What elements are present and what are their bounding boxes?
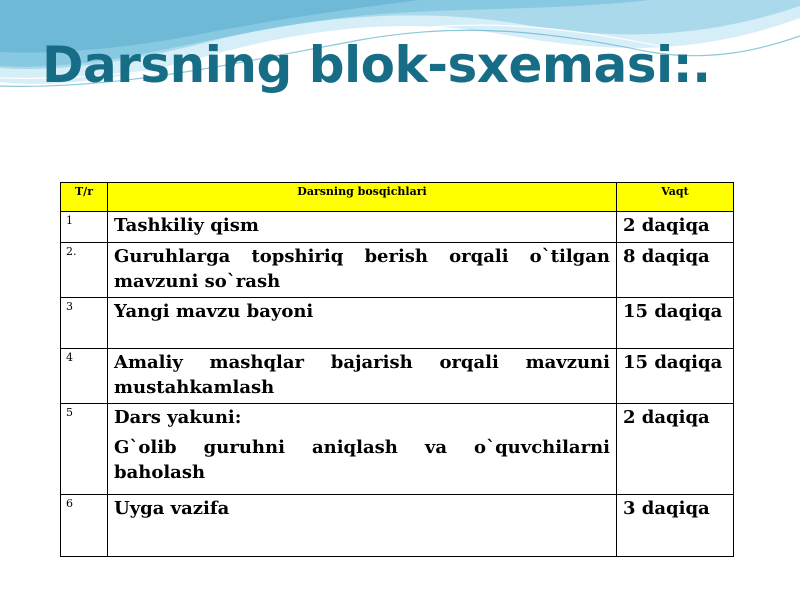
row-stage: Tashkiliy qism — [108, 212, 617, 243]
row-stage: Uyga vazifa — [108, 495, 617, 557]
row-stage: Amaliy mashqlar bajarish orqali mavzuni mustahkamlash — [108, 349, 617, 404]
row-time: 8 daqiqa — [617, 243, 734, 298]
row-number: 4 — [61, 349, 108, 404]
lesson-block-table — [60, 182, 734, 557]
row-time: 15 daqiqa — [617, 349, 734, 404]
row-number: 6 — [61, 495, 108, 557]
table-row — [61, 243, 734, 298]
slide-title: Darsning blok-sxemasi:. — [42, 36, 711, 94]
row-number: 2. — [61, 243, 108, 298]
header-time: Vaqt — [617, 183, 734, 212]
row-stage-detail: G`olib guruhni aniqlash va o`quvchilarni baholash — [114, 437, 610, 483]
row-number: 5 — [61, 404, 108, 495]
row-time: 15 daqiqa — [617, 298, 734, 349]
table-row — [61, 298, 734, 349]
header-number: T/r — [61, 183, 108, 212]
table-row — [61, 349, 734, 404]
row-stage: Dars yakuni: — [114, 407, 242, 428]
row-number: 1 — [61, 212, 108, 243]
row-number: 3 — [61, 298, 108, 349]
row-time: 2 daqiqa — [617, 212, 734, 243]
row-time: 2 daqiqa — [617, 404, 734, 495]
table-row — [61, 404, 734, 495]
table-header-row — [61, 183, 734, 212]
header-stage: Darsning bosqichlari — [108, 183, 617, 212]
row-stage: Yangi mavzu bayoni — [108, 298, 617, 349]
row-stage-group — [108, 404, 617, 495]
row-stage: Guruhlarga topshiriq berish orqali o`tilgan mavzuni so`rash — [108, 243, 617, 298]
row-time: 3 daqiqa — [617, 495, 734, 557]
table-row — [61, 212, 734, 243]
table-row — [61, 495, 734, 557]
